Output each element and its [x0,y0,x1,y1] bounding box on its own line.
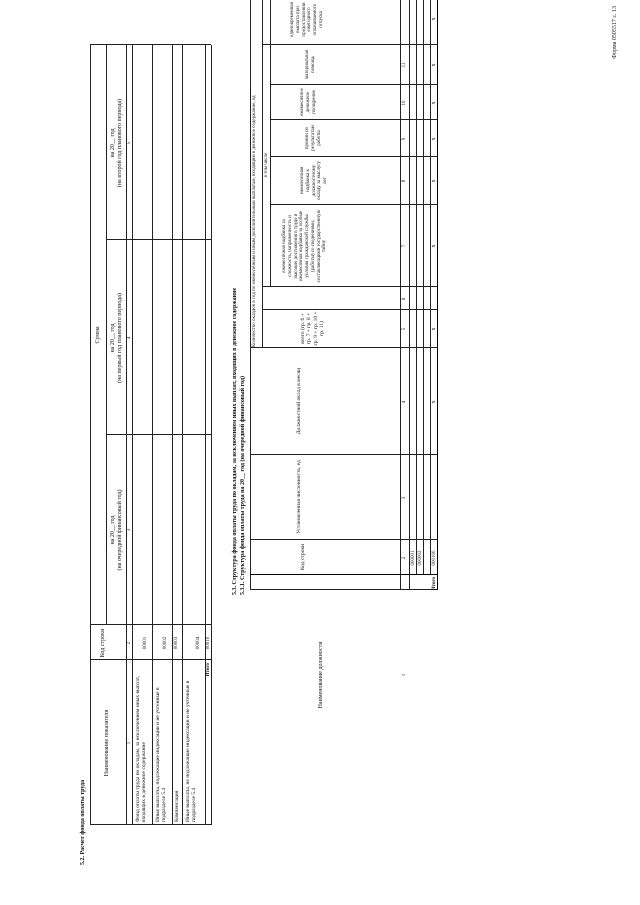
h-col-6: ежемесячная надбавка за сложность, напряженность и высокие достижения в труде и ежемесячная надбавка за особые условия гражданской службы (работы) со сведениями, составляющими государственную тайну [282,209,328,283]
num-col-11: 11 [402,62,407,68]
total-label: Итого [206,663,211,677]
row-code-1: 000001 [411,550,416,566]
h-row-code: Код строки [300,543,306,571]
row-2-code: 00002 [163,636,168,650]
x-mark: x [431,137,437,141]
row-code-2: 000002 [418,550,423,566]
h-total: всего (гр. 6 + гр. 7 + гр. 8 + гр. 9 + гр. 10 + гр. 11) [300,311,325,346]
col-name-header: Наименование показателя [104,709,110,777]
x-mark: x [431,101,437,105]
structure-total-label: Итого [432,577,437,591]
num-col-10: 10 [402,100,407,106]
col-year2-a: на 20__ год [110,323,116,353]
row-4-name: Иные выплаты, не подлежащие индексации и не учтенные в подразделе 5.4 [185,680,198,822]
num-col-8: 8 [402,179,407,183]
num-col-1: 1 [402,673,407,677]
row-2-name: Иные выплаты, подлежащие индексации и не учтенные в подразделе 5.4 [155,687,168,822]
section-5-2-title: 5.2. Расчет фонда оплаты труда [80,779,86,865]
col-year1-a: на 20__ год [110,515,116,545]
x-mark: x [431,400,437,404]
col-num-3: 3 [127,528,132,532]
row-1-code: 00001 [143,636,148,650]
col-year3-a: на 20__ год [110,128,116,158]
section-5-3-title: 5.3. Структура фонда оплаты труда по окладам, за исключением иных выплат, входящих в денежное содержание [232,287,238,595]
row-1-name: Фонд оплаты труда по окладам, за исключением иных выплат, входящих в денежное содержание [135,675,148,822]
h-salaries-count: Количество окладов в год по ежемесячным и иным дополнительным выплатам, входящим в денежное содержание, ед [252,95,257,347]
row-3-code: 00003 [174,636,179,650]
col-num-1: 1 [127,741,132,745]
total-code: 00010 [206,636,211,650]
row-4-code: 00004 [196,636,201,650]
form-stamp: Форма 0505517 с. 13 [612,6,618,59]
h-col-11: единовременная выплата при предоставлении ежегодного оплачиваемого отпуска [290,2,324,37]
x-mark: x [431,63,437,67]
num-col-4: 4 [402,400,407,404]
col-num-5: 5 [127,141,132,145]
x-mark: x [431,17,437,21]
h-col-9: ежемесячное денежное поощрение [300,88,317,116]
col-num-4: 4 [127,336,132,340]
h-col-8: премии по результатам работы [305,125,322,151]
row-3-name: Компенсация [174,790,180,822]
col-year2-b: (на первый год планового периода) [117,293,123,383]
num-col-5: 5 [402,327,407,331]
num-col-9: 9 [402,137,407,141]
num-col-2: 2 [402,556,407,560]
row-code-total: 000100 [432,550,437,566]
x-mark: x [431,244,437,248]
num-col-6: 6 [402,297,407,301]
h-position-name: Наименование должности [318,641,324,709]
h-including: в том числе [264,152,269,178]
col-year1-b: (на очередной финансовый год) [117,489,123,571]
col-num-2: 2 [127,641,132,645]
num-col-3: 3 [402,496,407,500]
h-col-10: материальная помощь [305,49,316,80]
col-year3-b: (на второй год планового периода) [117,98,123,188]
section-5-3-1-title: 5.3.1. Структура фонда оплаты труда на 20__ год (на очередной финансовый год) [240,375,246,595]
x-mark: x [431,327,437,331]
h-monthly-salary: Должностной оклад в месяц [296,367,302,435]
x-mark: x [431,179,437,183]
col-code-header: Код строки [100,628,106,658]
h-col-7: ежемесячная надбавка к должностному окладу за выслугу лет [300,161,328,200]
num-col-7: 7 [402,244,407,248]
col-sum-header: Сумма [95,326,101,344]
h-staff-count: Установленная численность, ед [296,460,302,534]
